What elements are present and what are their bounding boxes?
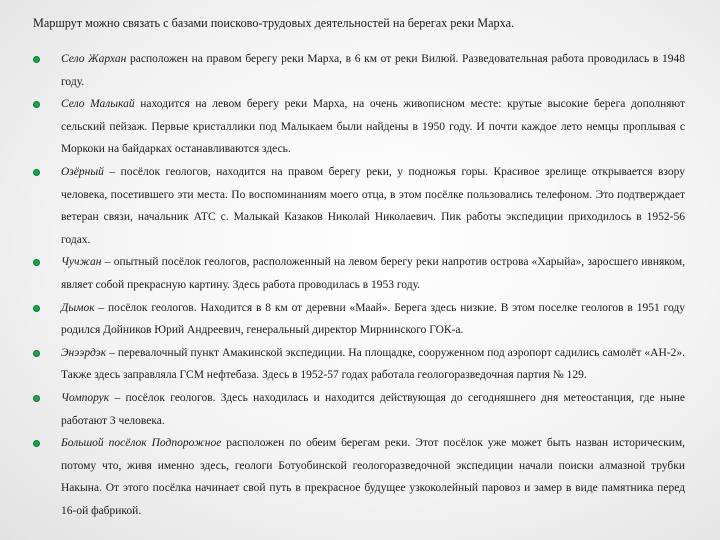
settlement-name: Энээрдэк xyxy=(61,346,107,359)
settlement-description: находится на левом берегу реки Марха, на очень живописном месте: крутые высокие берега дополняют сельский пейзаж. Первые кристаллики под Малыкаем были найдены в 1950 году. И почти каждое лето немцы проплывая с Моркоки на байдарках останавливаются здесь. xyxy=(61,98,685,156)
settlement-name: Дымок xyxy=(61,301,95,314)
settlement-name: Чучжан xyxy=(61,256,102,269)
settlement-description: – посёлок геологов. Находится в 8 км от деревни «Маай». Берега здесь низкие. В этом поселке геологов в 1951 году родился Дойников Юрий Андреевич, генеральный директор Мирнинского ГОК-а. xyxy=(61,301,685,337)
bullet-icon xyxy=(33,395,40,402)
intro-text: Маршрут можно связать с базами поисково-трудовых деятельностей на берегах реки Марха. xyxy=(33,16,515,30)
settlement-name: Озёрный xyxy=(61,165,104,178)
bullet-icon xyxy=(33,101,40,108)
list-item xyxy=(33,93,685,161)
bullet-icon xyxy=(33,440,40,447)
settlement-description: – посёлок геологов, находится на правом берегу реки, у подножья горы. Красивое зрелище открывается взору человека, посетившего эти места. По воспоминаниям моего отца, в этом посёлке пользовались телефоном. Это подтверждает ветеран связи, начальник АТС с. Малыкай Казаков Николай Николаевич. Пик работы экспедиции приходилось в 1952-56 годах. xyxy=(61,165,685,246)
settlement-name: Чомпорук xyxy=(61,391,110,404)
settlement-name: Село Малыкай xyxy=(61,98,135,111)
list-item xyxy=(33,387,685,432)
list-item xyxy=(33,161,685,251)
list-item xyxy=(33,432,685,522)
settlement-name: Большой посёлок Подпорожное xyxy=(61,437,222,450)
settlement-description: расположен на правом берегу реки Марха, в 6 км от реки Вилюй. Разведовательная работа проводилась в 1948 году. xyxy=(61,53,685,88)
settlement-description: – перевалочный пункт Амакинской экспедиции. На площадке, сооруженном под аэропорт садились самолёт «АН-2». Также здесь заправляла ГСМ нефтебаза. Здесь в 1952-57 годах работала геологоразведочная партия № 129. xyxy=(61,346,685,382)
bullet-icon xyxy=(33,56,40,63)
settlement-description: – опытный посёлок геологов, расположенный на левом берегу реки напротив острова «Харыйа», заросшего ивняком, являет собой прекрасную картину. Здесь работа проводилась в 1953 году. xyxy=(61,256,685,291)
settlement-description: расположен по обеим берегам реки. Этот посёлок уже может быть назван историческим, потому что, живя именно здесь, геологи Ботуобинской геологоразведочной экспедиции начали поиски алмазной трубки Накына. От этого посёлка начинает свой путь в прекрасное будущее узкоколейный паровоз и замер в виде памятника перед 16-ой фабрикой. xyxy=(61,437,685,517)
settlement-description: – посёлок геологов. Здесь находилась и находится действующая до сегодняшнего дня метеостанция, где ныне работают 3 человека. xyxy=(61,391,685,427)
bullet-icon xyxy=(33,169,40,176)
list-item xyxy=(33,297,685,342)
bullet-icon xyxy=(33,305,40,312)
bullet-icon xyxy=(33,350,40,357)
settlement-list xyxy=(33,48,685,522)
bullet-icon xyxy=(33,259,40,266)
list-item xyxy=(33,48,685,93)
settlement-name: Село Жархан xyxy=(61,53,127,65)
list-item xyxy=(33,251,685,296)
list-item xyxy=(33,342,685,387)
